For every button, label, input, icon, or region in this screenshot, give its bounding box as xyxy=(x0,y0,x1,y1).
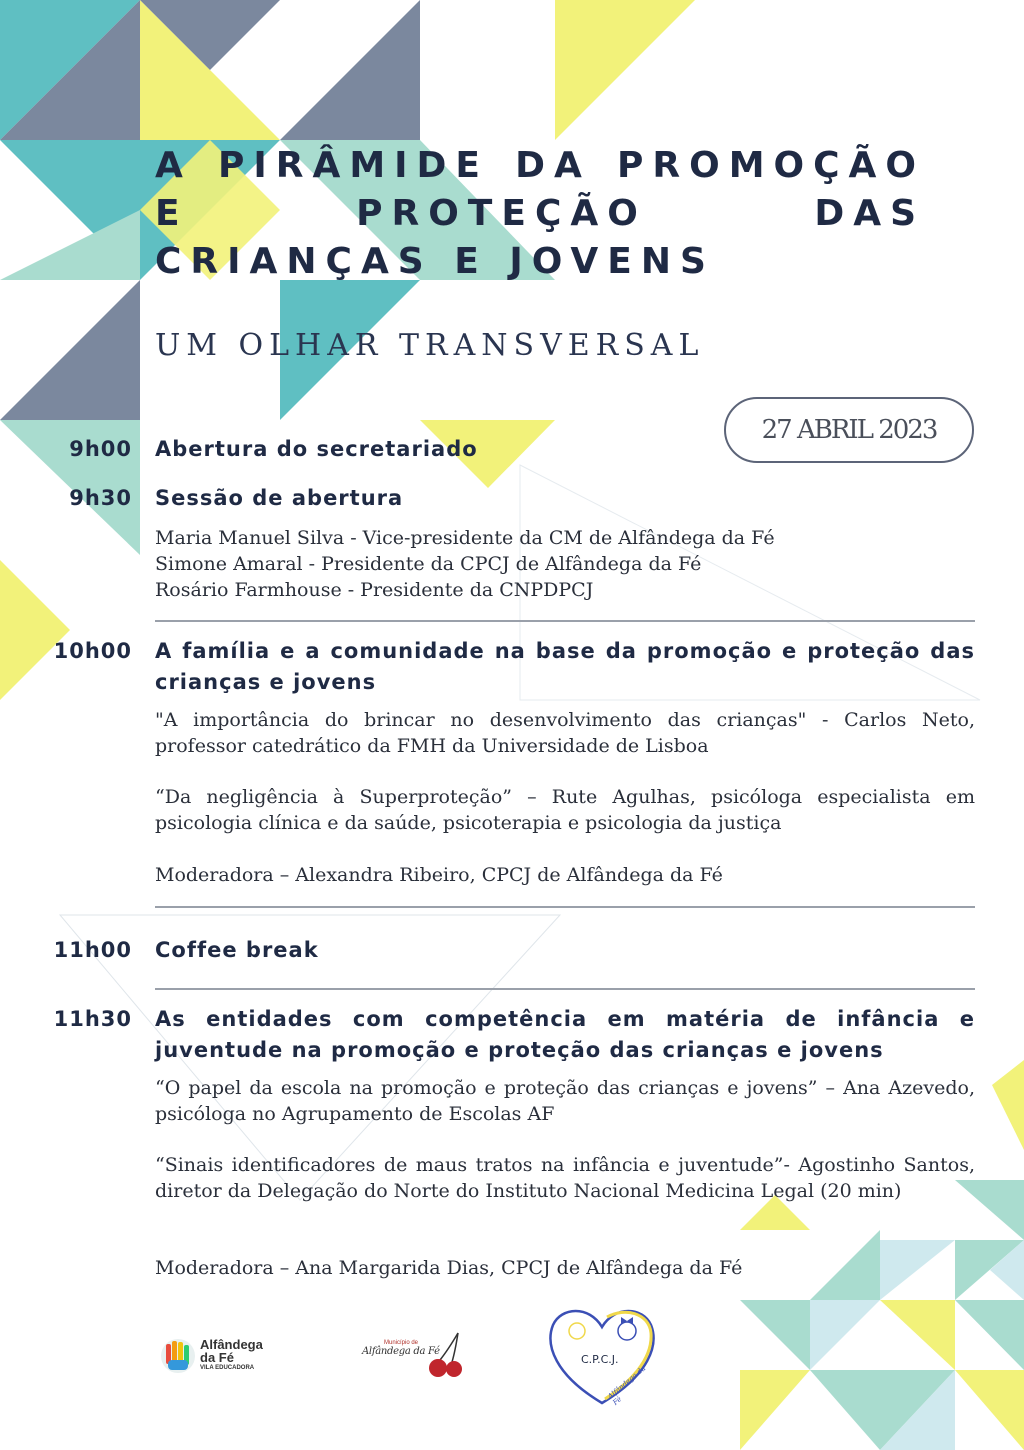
moderator: Moderadora – Ana Margarida Dias, CPCJ de Alfândega da Fé xyxy=(155,1257,743,1279)
date-badge: 27 ABRIL 2023 xyxy=(724,397,974,463)
speaker-line: Simone Amaral - Presidente da CPCJ de Alfândega da Fé xyxy=(155,553,702,575)
divider xyxy=(155,988,975,990)
divider xyxy=(155,620,975,622)
session-time: 10h00 xyxy=(53,639,132,663)
session-heading: As entidades com competência em matéria de infância e juventude na promoção e proteção das crianças e jovens xyxy=(155,1007,975,1062)
session-time: 11h30 xyxy=(53,1007,132,1031)
cherry-icon xyxy=(360,1330,465,1380)
session-time: 9h30 xyxy=(69,486,132,510)
session-heading: Sessão de abertura xyxy=(155,486,404,510)
session-time: 9h00 xyxy=(69,437,132,461)
logo-text: C.P.C.J. xyxy=(581,1353,619,1366)
session-heading: Coffee break xyxy=(155,938,319,962)
hand-icon xyxy=(160,1336,196,1376)
event-subtitle: UM OLHAR TRANSVERSAL xyxy=(155,328,705,363)
municipio-logo xyxy=(360,1330,465,1380)
speaker-list xyxy=(155,525,975,603)
moderator: Moderadora – Alexandra Ribeiro, CPCJ de Alfândega da Fé xyxy=(155,864,723,886)
logo-text: Município de xyxy=(384,1340,419,1346)
session-heading: Abertura do secretariado xyxy=(155,437,478,461)
logo-text: da Fé xyxy=(200,1350,234,1365)
session-time: 11h00 xyxy=(53,938,132,962)
speaker-line: Maria Manuel Silva - Vice-presidente da CM de Alfândega da Fé xyxy=(155,527,775,549)
logo-text: Alfândega xyxy=(200,1337,263,1352)
speaker-line: Rosário Farmhouse - Presidente da CNPDPCJ xyxy=(155,579,594,601)
event-title: A PIRÂMIDE DA PROMOÇÃO E PROTEÇÃO DAS CRIANÇAS E JOVENS xyxy=(155,145,925,282)
logo-curve-text: Alfândega da Fé xyxy=(606,1364,648,1407)
talk: “Da negligência à Superproteção” – Rute Agulhas, psicóloga especialista em psicologia clínica e da saúde, psicoterapia e psicologia da justiça xyxy=(155,786,975,834)
session-heading: A família e a comunidade na base da promoção e proteção das crianças e jovens xyxy=(155,639,975,694)
talk: "A importância do brincar no desenvolvimento das crianças" - Carlos Neto, professor catedrático da FMH da Universidade de Lisboa xyxy=(155,709,975,757)
divider xyxy=(155,906,975,908)
logo-tagline: VILA EDUCADORA xyxy=(200,1365,255,1371)
logo-script: Alfândega da Fé xyxy=(362,1346,440,1357)
talk: “Sinais identificadores de maus tratos na infância e juventude”- Agostinho Santos, diretor da Delegação do Norte do Instituto Nacional Medicina Legal (20 min) xyxy=(155,1154,975,1202)
cpcj-logo xyxy=(545,1305,660,1410)
talk: “O papel da escola na promoção e proteção das crianças e jovens” – Ana Azevedo, psicóloga no Agrupamento de Escolas AF xyxy=(155,1077,975,1125)
alfandega-vila-educadora-logo xyxy=(160,1334,280,1378)
